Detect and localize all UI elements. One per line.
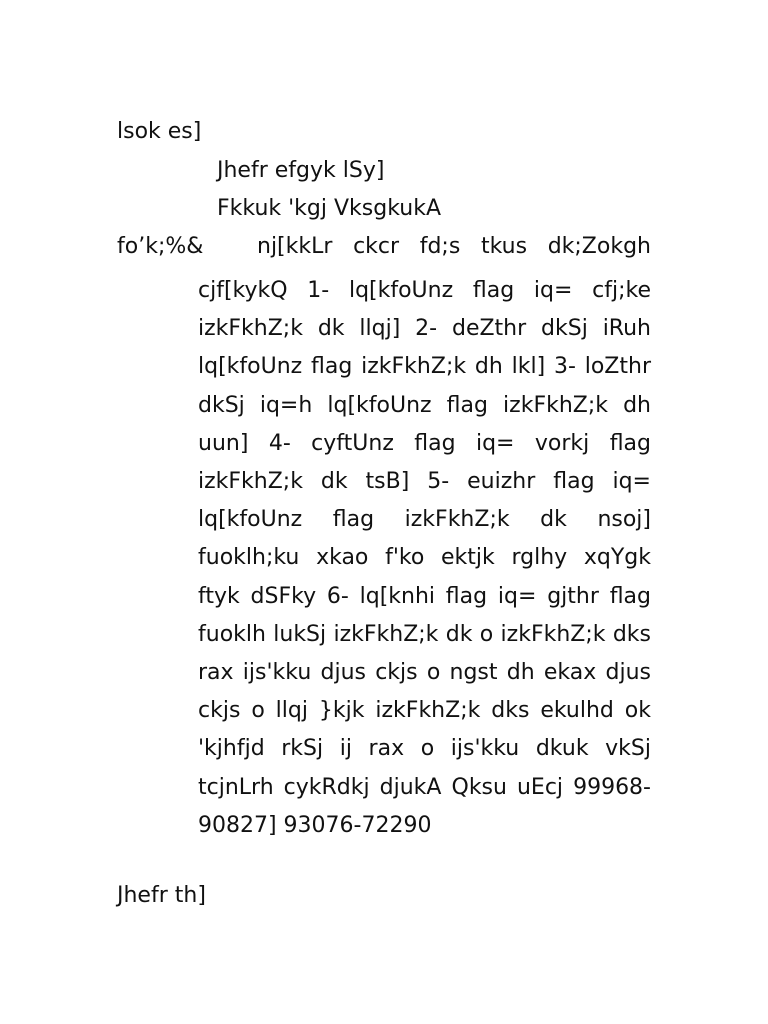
recipient-address: Fkkuk 'kgj VksgkukA — [217, 196, 442, 221]
subject-label: fo’k;%& — [117, 234, 204, 259]
closing-salutation: Jhefr th] — [117, 883, 206, 908]
recipient-name: Jhefr efgyk lSy] — [217, 158, 385, 183]
subject-first-line: nj[kkLr ckcr fd;s tkus dk;Zokgh — [257, 234, 651, 259]
salutation: lsok es] — [117, 119, 202, 144]
subject-body: cjf[kykQ 1- lq[kfoUnz flag iq= cfj;ke izkFkhZ;k dk llqj] 2- deZthr dkSj iRuh lq[kfoUnz flag izkFkhZ;k dh lkl] 3- loZthr dkSj iq=h lq[kfoUnz flag izkFkhZ;k dh uun] 4- cyftUnz flag iq= vorkj flag izkFkhZ;k dk tsB] 5- euizhr flag iq= lq[kfoUnz flag izkFkhZ;k dk nsoj] fuoklh;ku xkao f'ko ektjk rglhy xqYgk ftyk dSFky 6- lq[knhi flag iq= gjthr flag fuoklh lukSj izkFkhZ;k dk o izkFkhZ;k dks rax ijs'kku djus ckjs o ngst dh ekax djus ckjs o llqj }kjk izkFkhZ;k dks ekulhd ok 'kjhfjd rkSj ij rax o ijs'kku dkuk vkSj tcjnLrh cykRdkj djukA Qksu uEcj 99968-90827] 93076-72290 — [198, 278, 651, 838]
